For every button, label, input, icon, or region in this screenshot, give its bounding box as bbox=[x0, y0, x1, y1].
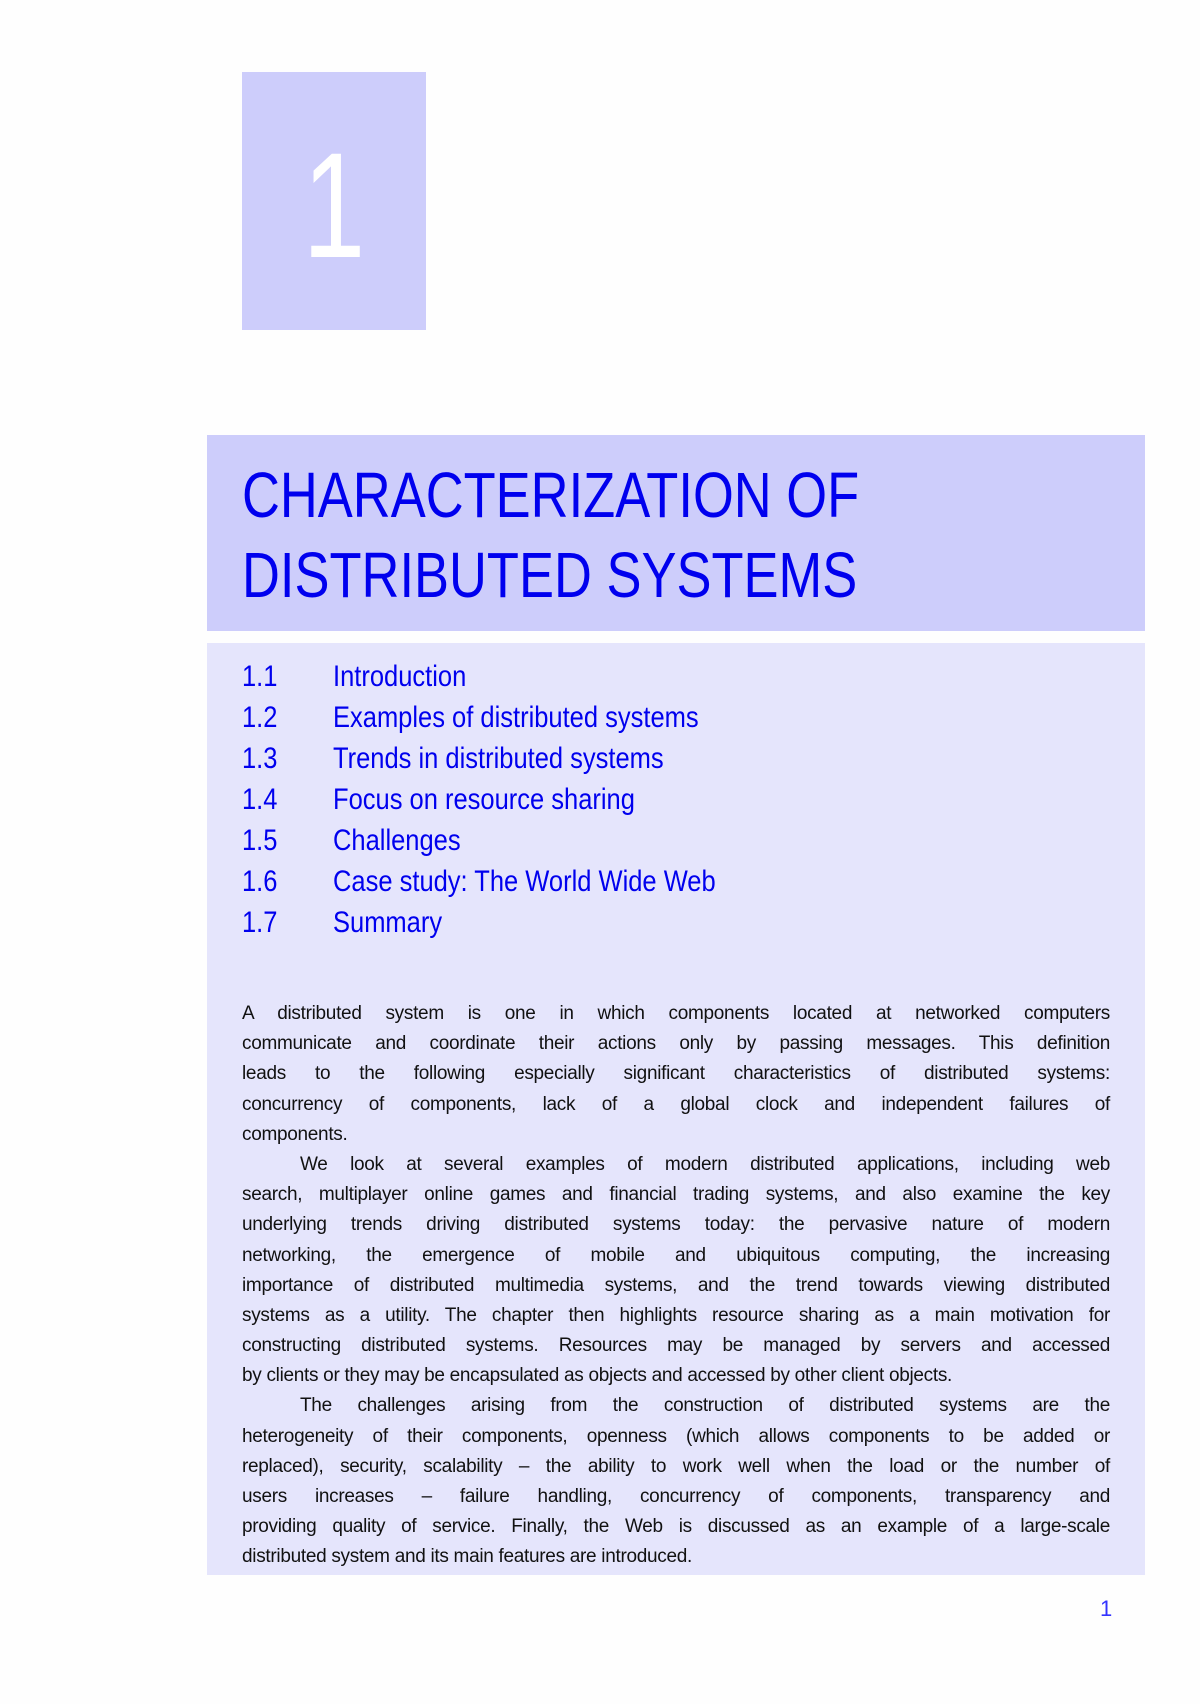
paragraph-line: constructing distributed systems. Resources may be managed by servers and accessed bbox=[242, 1335, 1110, 1357]
paragraph-line: We look at several examples of modern distributed applications, including web bbox=[300, 1153, 1110, 1175]
paragraph-line: concurrency of components, lack of a global clock and independent failures of bbox=[242, 1093, 1110, 1115]
paragraph-line: by clients or they may be encapsulated as objects and accessed by other client objects. bbox=[242, 1365, 953, 1387]
toc-item-number: 1.2 bbox=[242, 701, 278, 734]
toc-item-title[interactable]: Case study: The World Wide Web bbox=[333, 865, 716, 898]
paragraph-line: components. bbox=[242, 1123, 348, 1145]
paragraph-line: search, multiplayer online games and financial trading systems, and also examine the key bbox=[242, 1184, 1110, 1206]
toc-item-title[interactable]: Focus on resource sharing bbox=[333, 783, 635, 816]
toc-item-title[interactable]: Challenges bbox=[333, 824, 461, 857]
chapter-summary bbox=[242, 999, 1110, 1573]
toc-item-number: 1.7 bbox=[242, 906, 278, 939]
chapter-number: 1 bbox=[302, 121, 366, 289]
paragraph-line: importance of distributed multimedia systems, and the trend towards viewing distributed bbox=[242, 1274, 1110, 1296]
chapter-number-box bbox=[242, 72, 426, 330]
toc-item-number: 1.1 bbox=[242, 660, 278, 693]
paragraph-line: leads to the following especially significant characteristics of distributed systems: bbox=[242, 1063, 1110, 1085]
paragraph-line: The challenges arising from the construction of distributed systems are the bbox=[300, 1395, 1110, 1417]
toc-item-number: 1.4 bbox=[242, 783, 278, 816]
paragraph-line: communicate and coordinate their actions only by passing messages. This definition bbox=[242, 1033, 1110, 1055]
toc-item-title[interactable]: Summary bbox=[333, 906, 443, 939]
toc-item-number: 1.3 bbox=[242, 742, 278, 775]
page-number: 1 bbox=[1100, 1596, 1113, 1621]
toc-item-title[interactable]: Introduction bbox=[333, 660, 467, 693]
chapter-overview-box bbox=[207, 643, 1145, 1575]
toc-item-number: 1.5 bbox=[242, 824, 278, 857]
paragraph-line: systems as a utility. The chapter then highlights resource sharing as a main motivation for bbox=[242, 1304, 1110, 1326]
toc-item-title[interactable]: Examples of distributed systems bbox=[333, 701, 699, 734]
chapter-title-line-2: DISTRIBUTED SYSTEMS bbox=[242, 539, 858, 611]
chapter-title-line-1: CHARACTERIZATION OF bbox=[242, 459, 860, 531]
toc-item-title[interactable]: Trends in distributed systems bbox=[333, 742, 664, 775]
paragraph-line: A distributed system is one in which components located at networked computers bbox=[242, 1003, 1110, 1024]
chapter-title-band bbox=[207, 435, 1145, 631]
paragraph-line: underlying trends driving distributed systems today: the pervasive nature of modern bbox=[242, 1214, 1110, 1236]
paragraph-line: networking, the emergence of mobile and ubiquitous computing, the increasing bbox=[242, 1244, 1110, 1266]
toc-item-number: 1.6 bbox=[242, 865, 278, 898]
paragraph-line: users increases – failure handling, concurrency of components, transparency and bbox=[242, 1486, 1110, 1507]
paragraph-line: replaced), security, scalability – the ability to work well when the load or the number of bbox=[242, 1455, 1110, 1477]
paragraph-line: providing quality of service. Finally, the Web is discussed as an example of a large-scale bbox=[242, 1516, 1110, 1538]
paragraph-line: distributed system and its main features are introduced. bbox=[242, 1546, 692, 1568]
paragraph-line: heterogeneity of their components, openness (which allows components to be added or bbox=[242, 1425, 1110, 1447]
